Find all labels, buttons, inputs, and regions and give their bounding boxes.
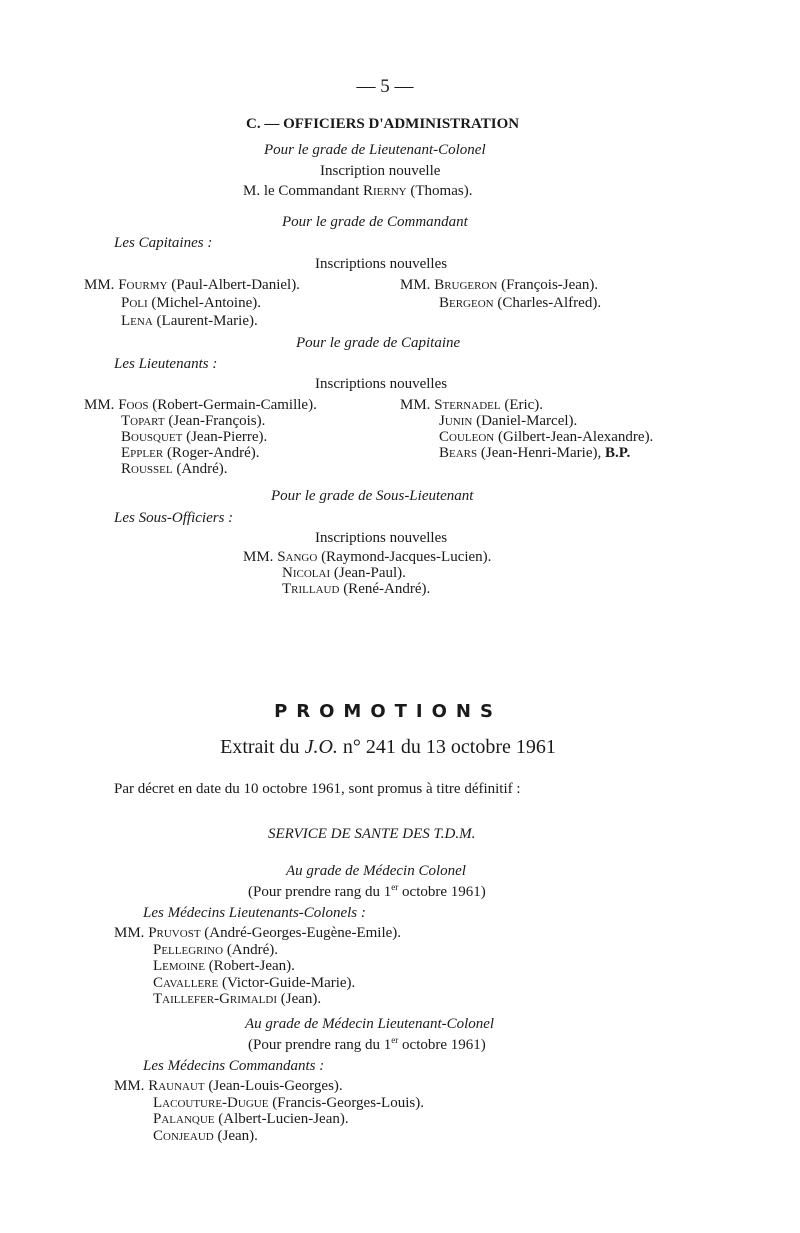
group-label: Les Sous-Officiers :	[114, 510, 234, 526]
list-item	[282, 565, 406, 582]
entry-given-names: (Jean-Louis-Georges).	[208, 1078, 343, 1094]
list-item	[439, 429, 653, 446]
entry-given-names: (Gilbert-Jean-Alexandre).	[497, 429, 654, 445]
list-item	[121, 313, 258, 330]
entry-given-names: (Paul-Albert-Daniel).	[171, 277, 300, 293]
entry-given-names: (André).	[176, 461, 228, 477]
entry-prefix: MM.	[243, 549, 274, 565]
entry-given-names: (André-Georges-Eugène-Emile).	[204, 925, 402, 941]
entry-surname: Topart	[121, 413, 165, 429]
entry-suffix: B.P.	[604, 445, 631, 461]
entry-given-names: (Jean-François).	[168, 413, 266, 429]
entry-surname: Palanque	[153, 1111, 215, 1127]
list-item	[121, 461, 228, 478]
promotions-title: PROMOTIONS	[274, 701, 502, 722]
entry-given-names: (Eric).	[504, 397, 544, 413]
list-item	[153, 975, 355, 992]
page-number: — 5 —	[356, 76, 414, 97]
entry-given-names: (Charles-Alfred).	[497, 295, 602, 311]
entry-prefix: MM.	[84, 277, 115, 293]
entry-surname: Junin	[439, 413, 473, 429]
list-item	[243, 549, 491, 566]
entry-given-names: (Jean).	[217, 1127, 258, 1144]
entry-given-names: (François-Jean).	[501, 277, 599, 293]
service-heading: SERVICE DE SANTE DES T.D.M.	[268, 826, 476, 842]
entry-given-names: (Francis-Georges-Louis).	[272, 1094, 424, 1111]
list-item	[121, 295, 261, 312]
list-item	[153, 1111, 349, 1128]
entry-given-names: (Michel-Antoine).	[151, 295, 261, 311]
entry-surname: Bears	[439, 445, 478, 461]
entry-surname: Roussel	[121, 461, 173, 477]
group-label: Les Lieutenants :	[114, 356, 218, 372]
entry-surname: Sternadel	[434, 397, 501, 413]
grade-title-commandant: Pour le grade de Commandant	[282, 214, 468, 230]
entry-given-names: (Jean-Henri-Marie),	[480, 445, 602, 461]
entry-surname: Raunaut	[148, 1078, 205, 1094]
entry-rierny: M. le Commandant Rierny (Thomas).	[243, 183, 473, 199]
list-item	[153, 991, 321, 1008]
list-item	[153, 1128, 258, 1145]
entry-prefix: MM.	[400, 397, 431, 413]
inscription-label: Inscription nouvelle	[320, 163, 441, 179]
entry-given-names: (Albert-Lucien-Jean).	[218, 1111, 349, 1127]
entry-surname: Bergeon	[439, 295, 494, 311]
inscriptions-label: Inscriptions nouvelles	[315, 530, 448, 546]
list-item	[114, 925, 401, 942]
entry-surname: Nicolai	[282, 565, 331, 581]
entry-surname: Pellegrino	[153, 941, 224, 958]
list-item	[84, 277, 300, 294]
entry-surname: Bousquet	[121, 429, 183, 445]
group-label: Les Capitaines :	[114, 235, 213, 251]
entry-surname: Cavallere	[153, 974, 219, 991]
rank-line: (Pour prendre rang du 1er octobre 1961)	[248, 1035, 486, 1053]
entry-surname: Fourmy	[118, 277, 168, 293]
entry-given-names: (Raymond-Jacques-Lucien).	[321, 549, 492, 565]
entry-surname: Pruvost	[148, 925, 201, 941]
entry-prefix: MM.	[400, 277, 431, 293]
list-item	[439, 445, 630, 462]
entry-surname: Lemoine	[153, 958, 205, 974]
grade-title-lt-colonel: Au grade de Médecin Lieutenant-Colonel	[245, 1016, 495, 1032]
entry-surname: Couleon	[439, 429, 495, 445]
entry-given-names: (Jean-Paul).	[333, 565, 406, 581]
grade-title-lt-col: Pour le grade de Lieutenant-Colonel	[264, 142, 486, 158]
inscriptions-label: Inscriptions nouvelles	[315, 256, 448, 272]
entry-surname: Brugeron	[434, 277, 498, 293]
entry-given-names: (René-André).	[343, 581, 431, 597]
group-label: Les Médecins Commandants :	[143, 1058, 325, 1074]
entry-given-names: (Robert-Germain-Camille).	[152, 397, 317, 413]
entry-surname: Lacouture-Dugue	[153, 1094, 269, 1111]
list-item	[400, 397, 543, 414]
entry-surname: Trillaud	[282, 581, 340, 597]
list-item	[121, 429, 267, 446]
list-item	[153, 958, 295, 975]
list-item	[84, 397, 317, 414]
entry-given-names: (André).	[226, 941, 279, 958]
entry-given-names: (Victor-Guide-Marie).	[221, 974, 356, 991]
entry-given-names: (Robert-Jean).	[208, 958, 295, 974]
list-item	[282, 581, 430, 598]
entry-given-names: (Roger-André).	[166, 445, 260, 461]
entry-given-names: (Laurent-Marie).	[156, 313, 258, 329]
list-item	[121, 413, 265, 430]
group-label: Les Médecins Lieutenants-Colonels :	[143, 905, 366, 921]
entry-surname: Eppler	[121, 445, 164, 461]
decret-line: Par décret en date du 10 octobre 1961, sont promus à titre définitif :	[114, 781, 521, 797]
list-item	[153, 1095, 424, 1112]
entry-prefix: MM.	[84, 397, 115, 413]
entry-prefix: MM.	[114, 1078, 145, 1094]
entry-surname: Sango	[277, 549, 318, 565]
entry-surname: Lena	[121, 313, 153, 329]
entry-surname: Poli	[121, 295, 148, 311]
grade-title-colonel: Au grade de Médecin Colonel	[286, 863, 466, 879]
list-item	[114, 1078, 343, 1095]
extrait-line: Extrait du J.O. n° 241 du 13 octobre 1961	[220, 736, 556, 758]
list-item	[439, 413, 577, 430]
inscriptions-label: Inscriptions nouvelles	[315, 376, 448, 392]
list-item	[121, 445, 260, 462]
entry-surname: Conjeaud	[153, 1127, 214, 1144]
list-item	[439, 295, 601, 312]
grade-title-sous-lt: Pour le grade de Sous-Lieutenant	[271, 488, 474, 504]
list-item	[400, 277, 598, 294]
entry-given-names: (Daniel-Marcel).	[476, 413, 578, 429]
rank-line: (Pour prendre rang du 1er octobre 1961)	[248, 882, 486, 900]
entry-surname: Foos	[118, 397, 149, 413]
grade-title-capitaine: Pour le grade de Capitaine	[296, 335, 461, 351]
entry-surname: Taillefer-Grimaldi	[153, 991, 277, 1007]
entry-given-names: (Jean).	[280, 991, 322, 1007]
entry-prefix: MM.	[114, 925, 145, 941]
section-heading: C. — OFFICIERS D'ADMINISTRATION	[246, 116, 520, 132]
list-item	[153, 942, 278, 959]
entry-given-names: (Jean-Pierre).	[186, 429, 268, 445]
